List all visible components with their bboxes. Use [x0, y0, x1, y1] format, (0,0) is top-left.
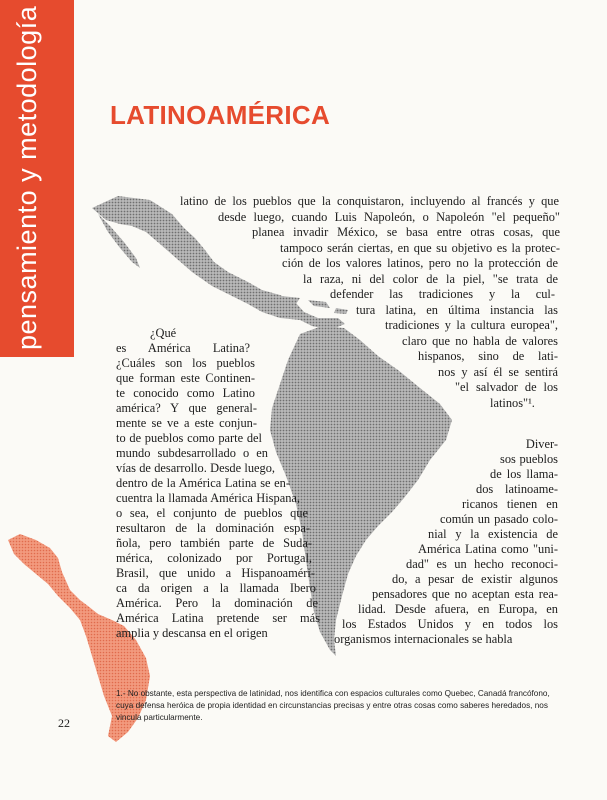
text-line: Diver-	[525, 437, 558, 451]
text-line: defender las tradiciones y la cul-	[330, 287, 555, 301]
text-line: te conocido como Latino	[116, 386, 255, 400]
text-line: ricanos tienen en	[462, 497, 558, 511]
text-line: ¿Cuáles son los pueblos	[116, 356, 255, 370]
text-line: latino de los pueblos que la conquistaron, incluyendo al francés y que	[180, 194, 559, 208]
text-line: hispanos, sino de lati-	[418, 349, 558, 363]
text-line: dentro de la América Latina se en-	[116, 476, 290, 490]
text-line: la raza, ni del color de la piel, "se trata de	[303, 271, 558, 286]
text-line: vías de desarrollo. Desde luego,	[116, 461, 275, 475]
text-line: desde luego, cuando Luis Napoleón, o Napoleón "el pequeño"	[218, 209, 560, 224]
text-line: lidad. Desde afuera, en Europa, en	[358, 602, 558, 616]
text-line: ¿Qué	[150, 326, 177, 340]
text-line: amplia y descansa en el origen	[116, 626, 268, 640]
text-line: tura latina, en última instancia las	[356, 302, 558, 317]
text-line: ción de los valores latinos, pero no la protección de	[282, 256, 558, 270]
text-line: América. Pero la dominación de	[116, 596, 318, 610]
text-line: dad" es un hecho reconoci-	[406, 557, 558, 571]
text-line: resultaron de la dominación espa-	[116, 521, 310, 535]
text-line: de los llama-	[490, 467, 558, 481]
text-line: tampoco serán ciertas, en que su objetivo es la protec-	[280, 240, 560, 255]
text-line: américa? Y que general-	[116, 401, 257, 415]
text-line: "el salvador de los	[455, 380, 558, 394]
text-line: do, a pesar de existir algunos	[392, 572, 558, 586]
text-line: América Latina pretende ser más	[116, 611, 320, 625]
text-line: planea invadir México, se basa entre otras cosas, que	[252, 225, 560, 239]
text-line: claro que no habla de valores	[402, 333, 558, 348]
text-line: ca da origen a la llamada Ibero	[116, 581, 316, 595]
text-line: mérica, colonizado por Portugal,	[116, 551, 312, 565]
text-line: pensadores que no aceptan esta rea-	[372, 587, 558, 601]
text-line: dos latinoame-	[476, 482, 558, 496]
text-line: los Estados Unidos y en todos los	[342, 617, 558, 631]
text-line: o sea, el conjunto de pueblos que	[116, 506, 308, 520]
text-line: ñola, pero también parte de Suda-	[116, 536, 312, 550]
section-label: pensamiento y metodología	[12, 5, 42, 350]
text-line: latinos"¹.	[490, 395, 535, 410]
text-line: to de pueblos como parte del	[116, 431, 262, 445]
page-title: LATINOAMÉRICA	[110, 100, 331, 130]
text-line: nial y la existencia de	[428, 527, 558, 541]
text-line: sos pueblos	[500, 452, 558, 466]
text-line: organismos internacionales se habla	[334, 632, 513, 646]
text-line: cuentra la llamada América Hispana,	[116, 491, 300, 505]
text-line: tradiciones y la cultura europea",	[385, 318, 558, 332]
text-line: común un pasado colo-	[440, 512, 558, 526]
text-line: nos y así él se sentirá	[438, 364, 558, 379]
text-line: mente se ve a este conjun-	[116, 416, 257, 430]
text-line: es América Latina?	[116, 341, 250, 355]
text-line: que forman este Continen-	[116, 371, 255, 385]
text-line: mundo subdesarrollado o en	[116, 446, 268, 460]
text-line: Brasil, que unido a Hispanoaméri-	[116, 566, 315, 580]
text-line: América Latina como "uni-	[418, 542, 558, 556]
page-number: 22	[58, 716, 70, 730]
footnote: 1.- No obstante, esta perspectiva de latinidad, nos identifica con espacios culturales como Quebec, Canadá francófono, cuya defensa heróica de propia identidad en circunstancias precisas y entre otras cosas como saberes heredados, nos vincula particularmente.	[116, 689, 550, 722]
